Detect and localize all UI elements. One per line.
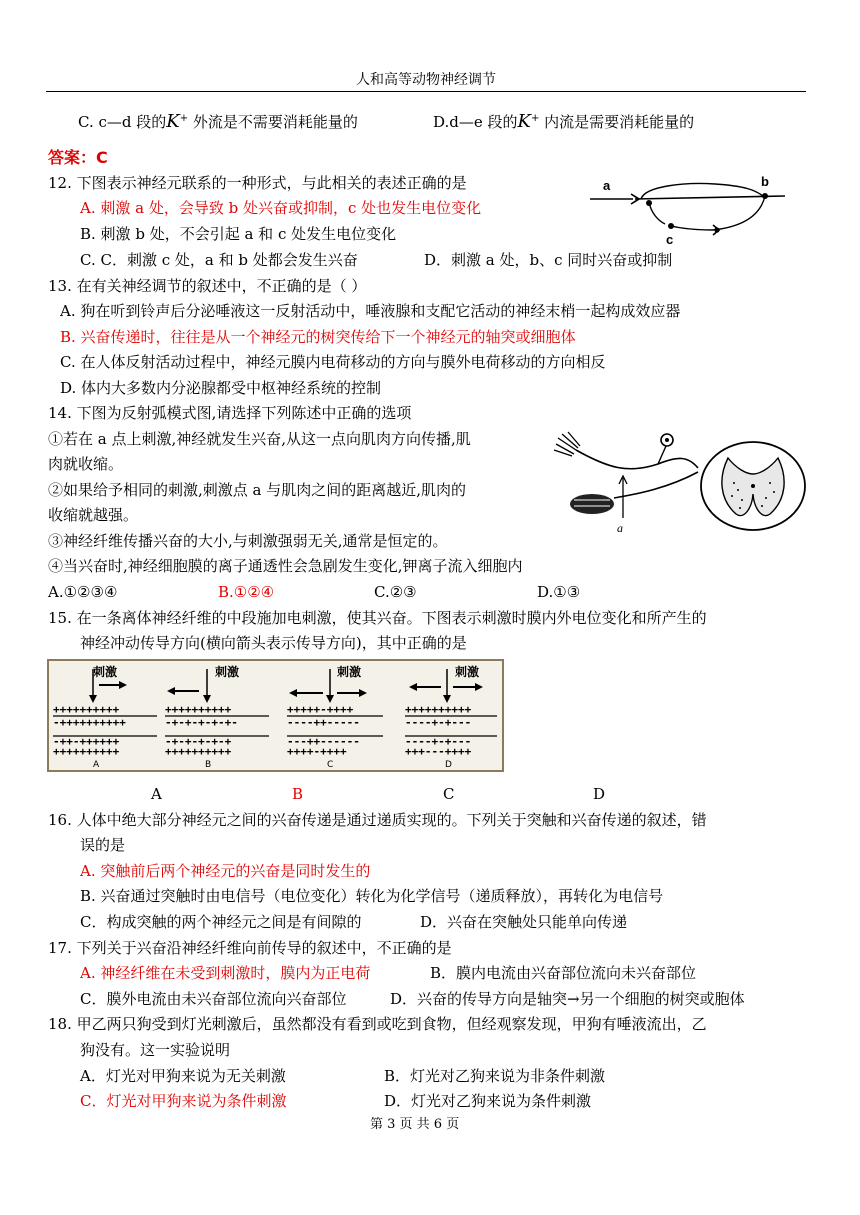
q13-option-b: B. 兴奋传递时，往往是从一个神经元的树突传给下一个神经元的轴突或细胞体 [60, 328, 576, 346]
q15-panel-c [287, 664, 383, 770]
q15-membrane-figure [49, 661, 502, 770]
q15-panel-a-row2: -++++++++++ [53, 716, 126, 729]
q13-option-a: A. 狗在听到铃声后分泌唾液这一反射活动中，唾液腺和支配它活动的神经末梢一起构成效应器 [60, 302, 681, 320]
q16-option-c: C．构成突触的两个神经元之间是有间隙的 [80, 913, 362, 931]
q12-point-b-dot [762, 193, 768, 199]
q12-option-d: D．刺激 a 处，b、c 同时兴奋或抑制 [424, 251, 673, 269]
q15-panel-c-row2: ----++----- [287, 716, 360, 729]
q18-option-a: A．灯光对甲狗来说为无关刺激 [80, 1067, 286, 1085]
q15-panel-b-row2: -+-+-+-+-+- [165, 716, 238, 729]
q15-panel-a-label: A [93, 760, 100, 770]
q16-option-d: D．兴奋在突触处只能单向传递 [420, 913, 628, 931]
q14-motor-fiber [614, 472, 698, 498]
q18-stem-line2: 狗没有。这一实验说明 [80, 1041, 231, 1059]
q15-stem-line2: 神经冲动传导方向(横向箭头表示传导方向)，其中正确的是 [80, 634, 467, 652]
q15-panel-a [53, 664, 157, 770]
q12-stem: 12. 下图表示神经元联系的一种形式，与此相关的表述正确的是 [48, 174, 467, 192]
q15-answer-d: D [593, 785, 606, 803]
q12-branch-right [713, 196, 765, 230]
q16-option-b: B. 兴奋通过突触时由电信号（电位变化）转化为化学信号（递质释放），再转化为电信号 [80, 887, 664, 905]
q17-option-b: B．膜内电流由兴奋部位流向未兴奋部位 [430, 964, 697, 982]
q14-option-c: C.②③ [374, 583, 417, 601]
q15-panel-b-row3: -+-+-+-+-+ [165, 735, 232, 748]
q12-synapse-dot-3 [714, 227, 719, 232]
q15-panel-b-stim-label: 刺激 [215, 665, 240, 679]
q14-sensory-fiber [576, 450, 698, 469]
q12-branch-bottom [671, 226, 713, 230]
q15-panel-b-row1: ++++++++++ [165, 703, 232, 716]
q17-option-c: C．膜外电流由未兴奋部位流向兴奋部位 [80, 990, 347, 1008]
q14-reflex-arc-figure [548, 428, 808, 538]
q17-option-a: A. 神经纤维在未受到刺激时，膜内为正电荷 [80, 964, 371, 982]
q13-option-d: D. 体内大多数内分泌腺都受中枢神经系统的控制 [60, 379, 382, 397]
q14-statement-1b: 肉就收缩。 [48, 455, 124, 473]
q15-figure-box [47, 659, 504, 772]
q15-panel-d-label: D [445, 760, 452, 770]
q15-answer-c: C [443, 785, 455, 803]
q15-panel-a-stim-label: 刺激 [93, 665, 118, 679]
q18-option-b: B．灯光对乙狗来说为非条件刺激 [384, 1067, 606, 1085]
q15-panel-c-row3: ---++------ [287, 735, 360, 748]
page-footer-number: 第 3 页 共 6 页 [370, 1117, 460, 1132]
q16-stem-line2: 误的是 [80, 836, 126, 854]
q14-statement-2a: ②如果给予相同的刺激,刺激点 a 与肌肉之间的距离越近,肌肉的 [48, 481, 467, 499]
q15-answer-b: B [292, 785, 304, 803]
q15-panel-c-row1: +++++-++++ [287, 703, 354, 716]
q14-label-a: a [617, 521, 623, 535]
q18-stem-line1: 18. 甲乙两只狗受到灯光刺激后，虽然都没有看到或吃到食物，但经观察发现，甲狗有唾液流出，乙 [48, 1015, 707, 1033]
q15-panel-a-row1: ++++++++++ [53, 703, 120, 716]
q17-stem: 17. 下列关于兴奋沿神经纤维向前传导的叙述中，不正确的是 [48, 939, 452, 957]
q14-option-b: B.①②④ [218, 583, 275, 601]
q12-branch-down [649, 202, 665, 224]
q12-synapse-dot-1 [646, 200, 652, 206]
q15-panel-c-stim-label: 刺激 [337, 665, 362, 679]
q15-panel-d-row2: ----+-+--- [405, 716, 472, 729]
q15-panel-d-row3: ----+-+--- [405, 735, 472, 748]
q15-panel-a-row3: -++-++++++ [53, 735, 120, 748]
q14-statement-2b: 收缩就越强。 [48, 506, 139, 524]
q14-statement-4: ④当兴奋时,神经细胞膜的离子通透性会急剧发生变化,钾离子流入细胞内 [48, 557, 523, 575]
q12-option-a: A. 刺激 a 处，会导致 b 处兴奋或抑制，c 处也发生电位变化 [80, 199, 482, 217]
q18-option-c: C．灯光对甲狗来说为条件刺激 [80, 1092, 287, 1110]
q14-option-a: A.①②③④ [48, 583, 118, 601]
q12-label-b: b [761, 174, 769, 189]
q16-stem-line1: 16. 人体中绝大部分神经元之间的兴奋传递是通过递质实现的。下列关于突触和兴奋传递的叙述，错 [48, 811, 707, 829]
q12-option-c: C. C．刺激 c 处，a 和 b 处都会发生兴奋 [80, 251, 358, 269]
q14-stem: 14. 下图为反射弧模式图,请选择下列陈述中正确的选项 [48, 404, 412, 422]
q15-panel-a-row4: ++++++++++ [53, 745, 120, 758]
q11-option-d: D.d—e 段的K+ 内流是需要消耗能量的 [433, 111, 695, 132]
q15-answer-a: A [151, 785, 162, 803]
q15-panel-d-stim-label: 刺激 [455, 665, 480, 679]
q16-option-a: A. 突触前后两个神经元的兴奋是同时发生的 [80, 862, 371, 880]
q14-muscle [570, 494, 614, 514]
q14-central-canal [751, 484, 755, 488]
q14-option-d: D.①③ [537, 583, 581, 601]
q18-option-d: D．灯光对乙狗来说为条件刺激 [384, 1092, 592, 1110]
q12-label-a: a [603, 178, 611, 193]
page-header-title: 人和高等动物神经调节 [356, 72, 496, 88]
q15-panel-b-label: B [205, 760, 212, 770]
q15-panel-c-row4: ++++-++++ [287, 745, 347, 758]
q12-option-b: B. 刺激 b 处，不会引起 a 和 c 处发生电位变化 [80, 225, 397, 243]
q12-synapse-dot-2 [668, 223, 674, 229]
q14-ganglion-nucleus [665, 438, 669, 442]
q15-panel-d-row4: +++---++++ [405, 745, 472, 758]
q15-panel-b-row4: ++++++++++ [165, 745, 232, 758]
q13-option-c: C. 在人体反射活动过程中，神经元膜内电荷移动的方向与膜外电荷移动的方向相反 [60, 353, 606, 371]
q13-stem: 13. 在有关神经调节的叙述中，不正确的是（ ） [48, 277, 367, 295]
q17-option-d: D．兴奋的传导方向是轴突→另一个细胞的树突或胞体 [390, 990, 745, 1008]
q15-panel-d [405, 664, 497, 770]
q12-neuron-figure [585, 172, 795, 252]
header-rule [46, 91, 806, 92]
q11-answer: 答案：C [48, 148, 108, 167]
q11-option-c: C. c—d 段的K+ 外流是不需要消耗能量的 [78, 111, 358, 132]
q12-label-c: c [666, 232, 674, 247]
q14-receptor [554, 432, 580, 456]
q15-panel-d-row1: ++++++++++ [405, 703, 472, 716]
q15-panel-c-label: C [327, 760, 334, 770]
q14-statement-1a: ①若在 a 点上刺激,神经就发生兴奋,从这一点向肌肉方向传播,肌 [48, 430, 471, 448]
q15-stem-line1: 15. 在一条离体神经纤维的中段施加电刺激，使其兴奋。下图表示刺激时膜内外电位变化和所产生的 [48, 609, 707, 627]
q15-panel-b [165, 664, 269, 770]
q14-statement-3: ③神经纤维传播兴奋的大小,与刺激强弱无关,通常是恒定的。 [48, 532, 448, 550]
